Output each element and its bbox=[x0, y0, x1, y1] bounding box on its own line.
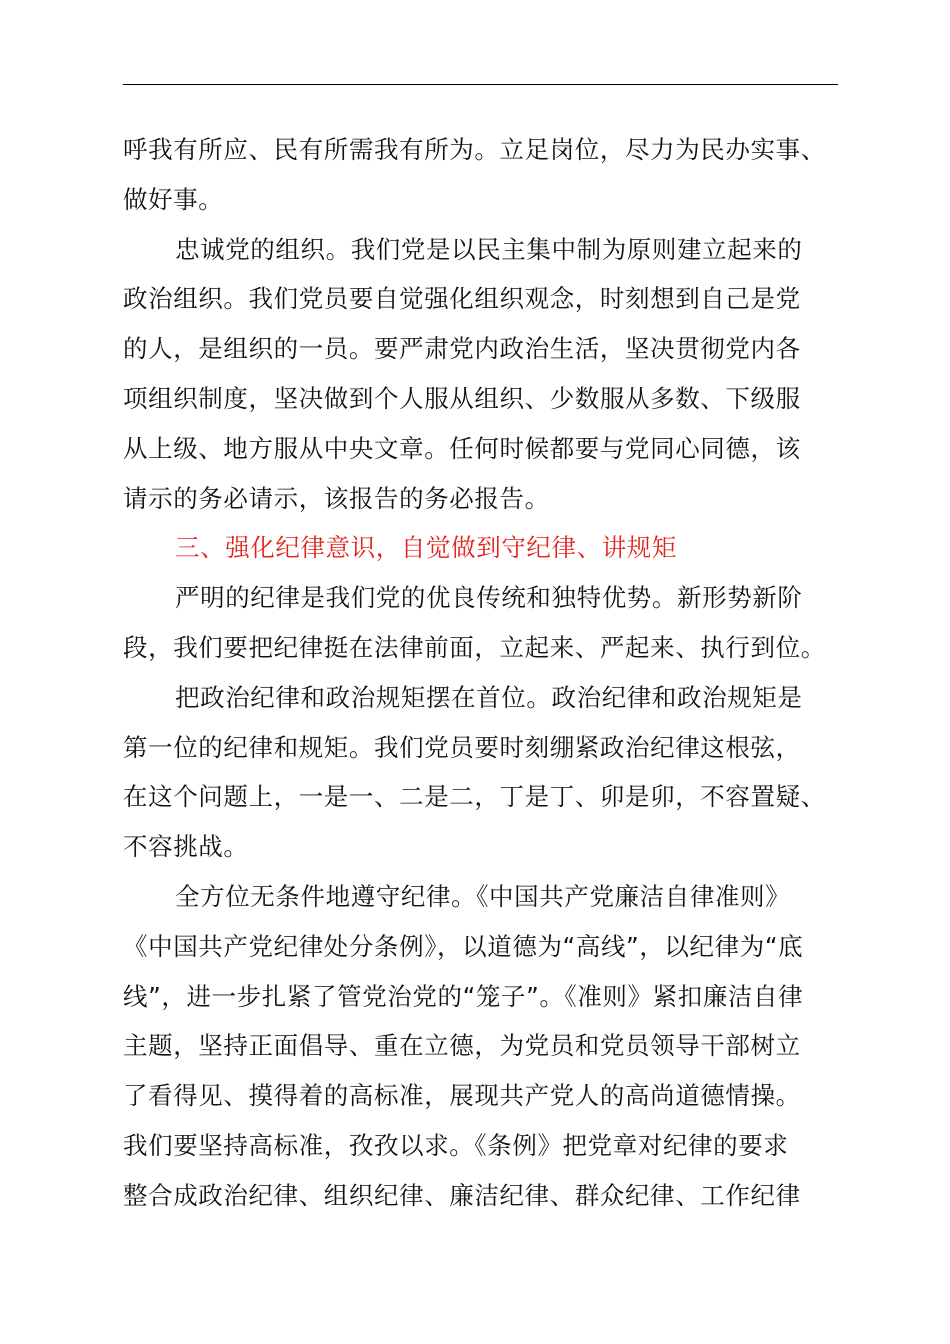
paragraph-start-line: 忠诚党的组织。我们党是以民主集中制为原则建立起来的 bbox=[175, 234, 803, 264]
text-line: 不容挑战。 bbox=[123, 832, 249, 862]
text-line: 《中国共产党纪律处分条例》，以道德为“高线”，以纪律为“底 bbox=[123, 931, 804, 961]
text-line: 的人，是组织的一员。要严肃党内政治生活，坚决贯彻党内各 bbox=[123, 334, 801, 364]
text-line: 政治组织。我们党员要自觉强化组织观念，时刻想到自己是党 bbox=[123, 284, 801, 314]
text-line: 线”，进一步扎紧了管党治党的“笼子”。《准则》紧扣廉洁自律 bbox=[123, 981, 804, 1011]
document-body bbox=[123, 125, 838, 1221]
text-line: 主题，坚持正面倡导、重在立德，为党员和党员领导干部树立 bbox=[123, 1031, 801, 1061]
text-line: 段，我们要把纪律挺在法律前面，立起来、严起来、执行到位。 bbox=[123, 632, 826, 662]
text-line: 在这个问题上，一是一、二是二，丁是丁、卯是卯，不容置疑、 bbox=[123, 782, 826, 812]
text-line: 了看得见、摸得着的高标准，展现共产党人的高尚道德情操。 bbox=[123, 1081, 801, 1111]
text-line: 请示的务必请示，该报告的务必报告。 bbox=[123, 483, 550, 513]
text-line: 整合成政治纪律、组织纪律、廉洁纪律、群众纪律、工作纪律 bbox=[123, 1180, 801, 1210]
paragraph-start-line: 全方位无条件地遵守纪律。《中国共产党廉洁自律准则》 bbox=[175, 881, 791, 911]
text-line: 做好事。 bbox=[123, 184, 224, 214]
text-line: 项组织制度，坚决做到个人服从组织、少数服从多数、下级服 bbox=[123, 383, 801, 413]
header-rule bbox=[123, 84, 838, 85]
section-heading: 三、强化纪律意识，自觉做到守纪律、讲规矩 bbox=[175, 533, 677, 563]
text-line: 第一位的纪律和规矩。我们党员要时刻绷紧政治纪律这根弦， bbox=[123, 732, 801, 762]
text-line: 我们要坚持高标准，孜孜以求。《条例》把党章对纪律的要求 bbox=[123, 1130, 789, 1160]
paragraph-start-line: 把政治纪律和政治规矩摆在首位。政治纪律和政治规矩是 bbox=[175, 682, 803, 712]
text-line: 从上级、地方服从中央文章。任何时候都要与党同心同德，该 bbox=[123, 433, 801, 463]
paragraph-start-line: 严明的纪律是我们党的优良传统和独特优势。新形势新阶 bbox=[175, 583, 803, 613]
text-line: 呼我有所应、民有所需我有所为。立足岗位，尽力为民办实事、 bbox=[123, 135, 826, 164]
